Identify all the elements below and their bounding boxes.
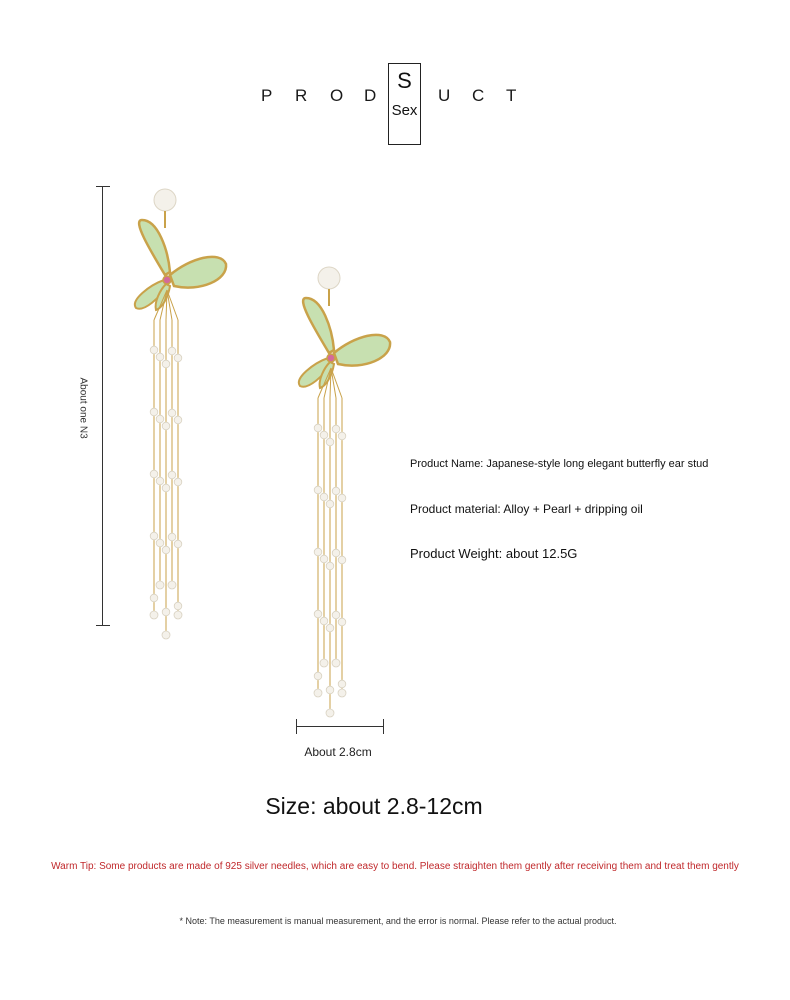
tassel-pearl	[338, 556, 346, 564]
tassel-pearl	[156, 539, 164, 547]
tassel-end-pearl	[326, 709, 334, 717]
tassel-chain	[167, 290, 178, 320]
tassel-chain	[331, 368, 342, 398]
tassel-pearl	[162, 422, 170, 430]
horizontal-dimension-tick-right	[383, 719, 384, 734]
tassel-end-pearl	[332, 659, 340, 667]
vertical-dimension-tick-bottom	[96, 625, 110, 626]
earring-image-left	[120, 180, 240, 630]
heading-letter: U	[438, 86, 451, 105]
pearl-stud	[318, 267, 340, 289]
tassel-pearl	[174, 416, 182, 424]
tassel-pearl	[326, 562, 334, 570]
tassel-pearl	[314, 424, 322, 432]
tassel-end-pearl	[174, 611, 182, 619]
heading-letter: T	[506, 86, 517, 105]
tassel-pearl	[320, 493, 328, 501]
tassel-pearl	[162, 546, 170, 554]
product-weight: Product Weight: about 12.5G	[410, 546, 578, 561]
tassel-pearl	[326, 500, 334, 508]
measurement-note: * Note: The measurement is manual measurement, and the error is normal. Please refer to the actual product.	[179, 916, 617, 926]
tassel-pearl	[150, 346, 158, 354]
heading-letter: R	[295, 86, 308, 105]
tassel-pearl	[168, 347, 176, 355]
butterfly-upper-left-wing	[139, 220, 170, 275]
tassel-pearl	[174, 602, 182, 610]
tassel-pearl	[162, 608, 170, 616]
tassel-pearl	[150, 408, 158, 416]
heading-letter: O	[330, 86, 344, 105]
tassel-end-pearl	[320, 659, 328, 667]
tassel-pearl	[168, 471, 176, 479]
tassel-pearl	[332, 425, 340, 433]
tassel-pearl	[168, 409, 176, 417]
heading-letter: C	[472, 86, 485, 105]
tassel-pearl	[314, 672, 322, 680]
tassel-pearl	[326, 624, 334, 632]
product-material: Product material: Alloy + Pearl + dripping oil	[410, 502, 643, 516]
tassel-pearl	[338, 680, 346, 688]
horizontal-dimension-tick-left	[296, 719, 297, 734]
tassel-end-pearl	[314, 689, 322, 697]
horizontal-dimension-label: About 2.8cm	[304, 745, 372, 759]
vertical-dimension-line	[102, 186, 103, 625]
butterfly-gem	[327, 354, 335, 362]
butterfly-upper-right-wing	[170, 257, 226, 288]
butterfly-upper-right-wing	[334, 335, 390, 366]
tassel-end-pearl	[150, 611, 158, 619]
tassel-pearl	[150, 594, 158, 602]
tassel-pearl	[150, 532, 158, 540]
size-text: Size: about 2.8-12cm	[265, 793, 483, 819]
product-name: Product Name: Japanese-style long elegant butterfly ear stud	[410, 458, 709, 470]
tassel-pearl	[320, 617, 328, 625]
tassel-pearl	[338, 618, 346, 626]
vertical-dimension-tick-top	[96, 186, 110, 187]
tassel-end-pearl	[162, 631, 170, 639]
pearl-stud	[154, 189, 176, 211]
tassel-pearl	[338, 494, 346, 502]
tassel-pearl	[156, 415, 164, 423]
tassel-pearl	[174, 478, 182, 486]
tassel-pearl	[168, 533, 176, 541]
tassel-end-pearl	[168, 581, 176, 589]
heading-box-sub: Sex	[391, 102, 418, 119]
tassel-end-pearl	[338, 689, 346, 697]
tassel-pearl	[314, 548, 322, 556]
heading-letter: P	[261, 86, 273, 105]
butterfly-gem	[163, 276, 171, 284]
tassel-pearl	[320, 431, 328, 439]
tassel-pearl	[332, 549, 340, 557]
warm-tip: Warm Tip: Some products are made of 925 silver needles, which are easy to bend. Please straighten them gently after receiving them and treat them gently	[51, 861, 739, 872]
tassel-pearl	[156, 477, 164, 485]
earring-image-right	[284, 258, 404, 708]
tassel-chain	[331, 368, 336, 398]
heading-letter-box	[388, 63, 421, 145]
tassel-pearl	[162, 484, 170, 492]
tassel-pearl	[156, 353, 164, 361]
butterfly-upper-left-wing	[303, 298, 334, 353]
tassel-pearl	[326, 686, 334, 694]
tassel-pearl	[338, 432, 346, 440]
tassel-pearl	[326, 438, 334, 446]
tassel-end-pearl	[156, 581, 164, 589]
heading-box-letter: S	[397, 68, 412, 93]
tassel-pearl	[162, 360, 170, 368]
tassel-pearl	[174, 540, 182, 548]
tassel-pearl	[314, 486, 322, 494]
vertical-dimension-label: About one N3	[77, 377, 89, 439]
tassel-pearl	[320, 555, 328, 563]
tassel-chain	[167, 290, 172, 320]
heading-letter: D	[364, 86, 377, 105]
horizontal-dimension-line	[296, 726, 384, 727]
tassel-pearl	[314, 610, 322, 618]
tassel-pearl	[174, 354, 182, 362]
tassel-pearl	[150, 470, 158, 478]
tassel-pearl	[332, 611, 340, 619]
tassel-pearl	[332, 487, 340, 495]
